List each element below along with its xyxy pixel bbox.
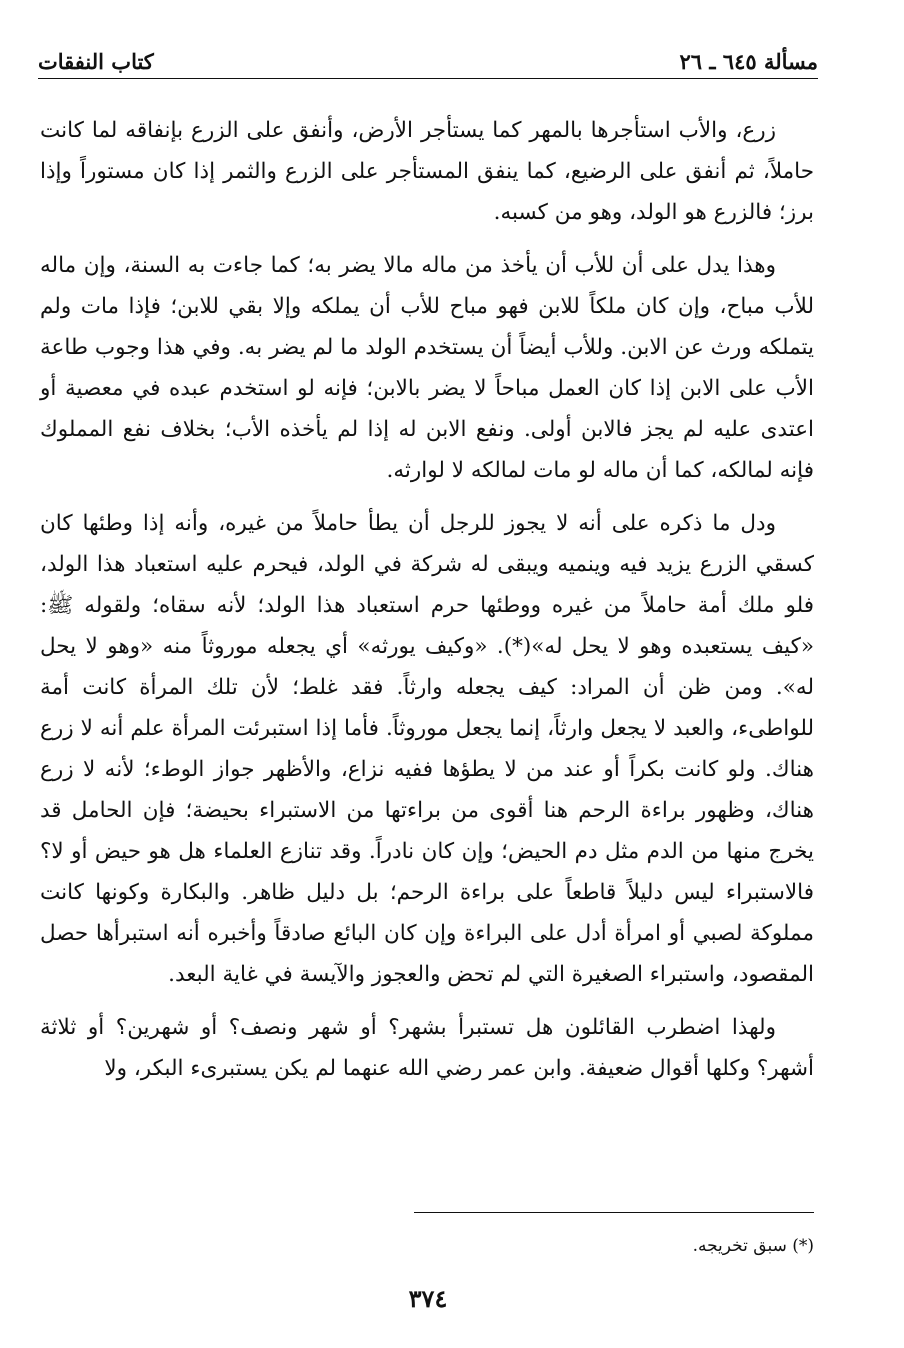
footnote: (*) سبق تخريجه. xyxy=(692,1236,814,1256)
paragraph-3: ودل ما ذكره على أنه لا يجوز للرجل أن يطأ حاملاً من غيره، وأنه إذا وطئها كان كسقي الزرع يزيد فيه وينميه ويبقى له شركة في الولد، فيحرم عليه استعباد هذا الولد، فلو ملك أمة حاملاً من غيره ووطئها حرم استعباد هذا الولد؛ لأنه سقاه؛ ولقوله ﷺ: «كيف يستعبده وهو لا يحل له»(*). «وكيف يورثه» أي يجعله موروثاً منه «وهو لا يحل له». ومن ظن أن المراد: كيف يجعله وارثاً. فقد غلط؛ لأن تلك المرأة كانت أمة للواطىء، والعبد لا يجعل وارثاً، إنما يجعل موروثاً. فأما إذا استبرئت المرأة علم أنه لا زرع هناك. ولو كانت بكراً أو عند من لا يطؤها ففيه نزاع، والأظهر جواز الوطء؛ لأنه لا زرع هناك، وظهور براءة الرحم هنا أقوى من براءتها من الاستبراء بحيضة؛ فإن الحامل قد يخرج منها من الدم مثل دم الحيض؛ وإن كان نادراً. وقد تنازع العلماء هل هو حيض أو لا؟ فالاستبراء ليس دليلاً قاطعاً على براءة الرحم؛ بل دليل ظاهر. والبكارة وكونها كانت مملوكة لصبي أو امرأة أدل على البراءة وإن كان البائع صادقاً وأخبره أنه استبرأها حصل المقصود، واستبراء الصغيرة التي لم تحض والعجوز والآيسة في غاية البعد. xyxy=(40,511,814,987)
main-text xyxy=(40,110,814,1101)
paragraph-1: زرع، والأب استأجرها بالمهر كما يستأجر الأرض، وأنفق على الزرع بإنفاقه لما كانت حاملاً، ثم أنفق على الرضيع، كما ينفق المستأجر على الزرع والثمر إذا كان مستوراً وإذا برز؛ فالزرع هو الولد، وهو من كسبه. xyxy=(40,118,815,225)
page-number: ٣٧٤ xyxy=(408,1284,448,1313)
issue-number: مسألة ٦٤٥ ـ ٢٦ xyxy=(679,49,818,74)
paragraph-4: ولهذا اضطرب القائلون هل تستبرأ بشهر؟ أو شهر ونصف؟ أو شهرين؟ أو ثلاثة أشهر؟ وكلها أقوال ضعيفة. وابن عمر رضي الله عنهما لم يكن يستبرىء البكر، ولا xyxy=(40,1015,814,1081)
paragraph-2: وهذا يدل على أن للأب أن يأخذ من ماله مالا يضر به؛ كما جاءت به السنة، وإن ماله للأب مباح، وإن كان ملكاً للابن فهو مباح للأب أن يملكه وإلا بقي للابن؛ فإذا مات ولم يتملكه ورث عن الابن. وللأب أيضاً أن يستخدم الولد ما لم يضر به. وفي هذا وجوب طاعة الأب على الابن إذا كان العمل مباحاً لا يضر بالابن؛ فإنه لو استخدم عبده في معصية أو اعتدى عليه لم يجز فالابن أولى. ونفع الابن له إذا لم يأخذه الأب؛ بخلاف نفع المملوك فإنه لمالكه، كما أن ماله لو مات لمالكه لا لوارثه. xyxy=(40,253,814,483)
book-title: كتاب النفقات xyxy=(38,49,154,74)
running-header xyxy=(38,38,818,79)
footnote-divider xyxy=(414,1212,814,1213)
